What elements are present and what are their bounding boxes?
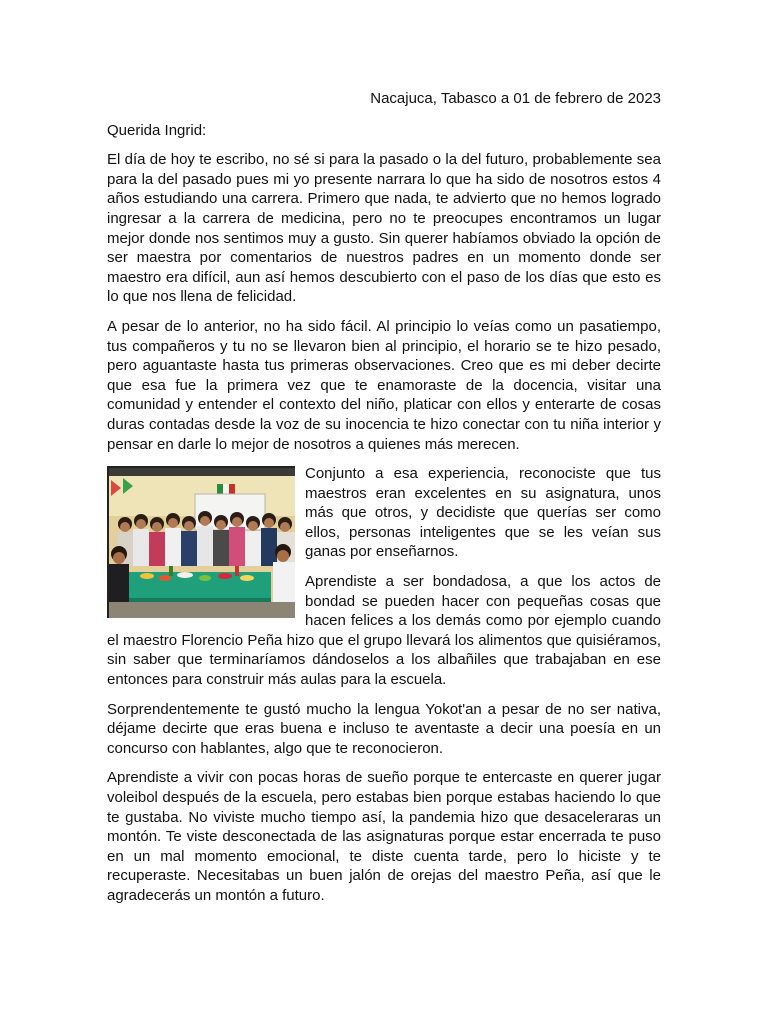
paragraph-4: Aprendiste a ser bondadosa, a que los actos de bondad se pueden hacer con pequeñas cosas que hacen felices a los demás como por ejemplo cuando el maestro Florencio Peña hizo que el grupo llevará los alimentos que quisiéramos, sin saber que terminaríamos dándoselos a los albañiles que trabajaban en ese entonces para construir más aulas para la escuela. (107, 573, 661, 689)
letter-body (107, 89, 661, 916)
paragraph-1: El día de hoy te escribo, no sé si para la pasado o la del futuro, probablemente sea para la del pasado pues mi yo presente narrara lo que ha sido de nosotros estos 4 años estudiando una carrera. Primero que nada, te advierto que no hemos logrado ingresar a la carrera de medicina, pero no te preocupes encontramos un lugar mejor donde nos sentimos muy a gusto. Sin querer habíamos obviado la opción de ser maestra por comentarios de nuestros padres en un momento donde ser maestro era difícil, aun así hemos descubierto con el paso de los días que esto es lo que nos llena de felicidad. (107, 151, 661, 306)
paragraph-5: Sorprendentemente te gustó mucho la lengua Yokot'an a pesar de no ser nativa, déjame decirte que eras buena e incluso te aventaste a decir una poesía en un concurso con hablantes, algo que te reconocieron. (107, 700, 661, 757)
group-photo (107, 466, 295, 618)
paragraph-3: Conjunto a esa experiencia, reconociste que tus maestros eran excelentes en su asignatura, unos más que otros, y decidiste que querías ser como ellos, personas inteligentes que se les veían sus ganas por enseñarnos. (305, 465, 661, 561)
date-line: Nacajuca, Tabasco a 01 de febrero de 2023 (370, 90, 661, 107)
paragraph-2: A pesar de lo anterior, no ha sido fácil. Al principio lo veías como un pasatiempo, tus compañeros y tu no se llevaron bien al principio, el horario se te hizo pesado, pero aguantaste hasta tus primeras observaciones. Creo que es mi deber decirte que esa fue la primera vez que te enamoraste de la docencia, visitar una comunidad y entender el contexto del niño, platicar con ellos y enterarte de cosas duras contadas desde la voz de su inocencia te hizo conectar con tu niña interior y pensar en darle lo mejor de nosotros a quienes más merecen. (107, 317, 661, 453)
paragraph-6: Aprendiste a vivir con pocas horas de sueño porque te entercaste en querer jugar voleibol después de la escuela, pero estabas bien porque estabas haciendo lo que te gustaba. No viviste mucho tiempo así, la pandemia hizo que desaceleraras un montón. Te viste desconectada de las asignaturas porque estar encerrada te puso en un mal momento emocional, te diste cuenta tarde, pero lo hiciste y te recuperaste. Necesitabas un buen jalón de orejas del maestro Peña, así que le agradecerás un montón a futuro. (107, 769, 661, 904)
greeting: Querida Ingrid: (107, 121, 207, 139)
